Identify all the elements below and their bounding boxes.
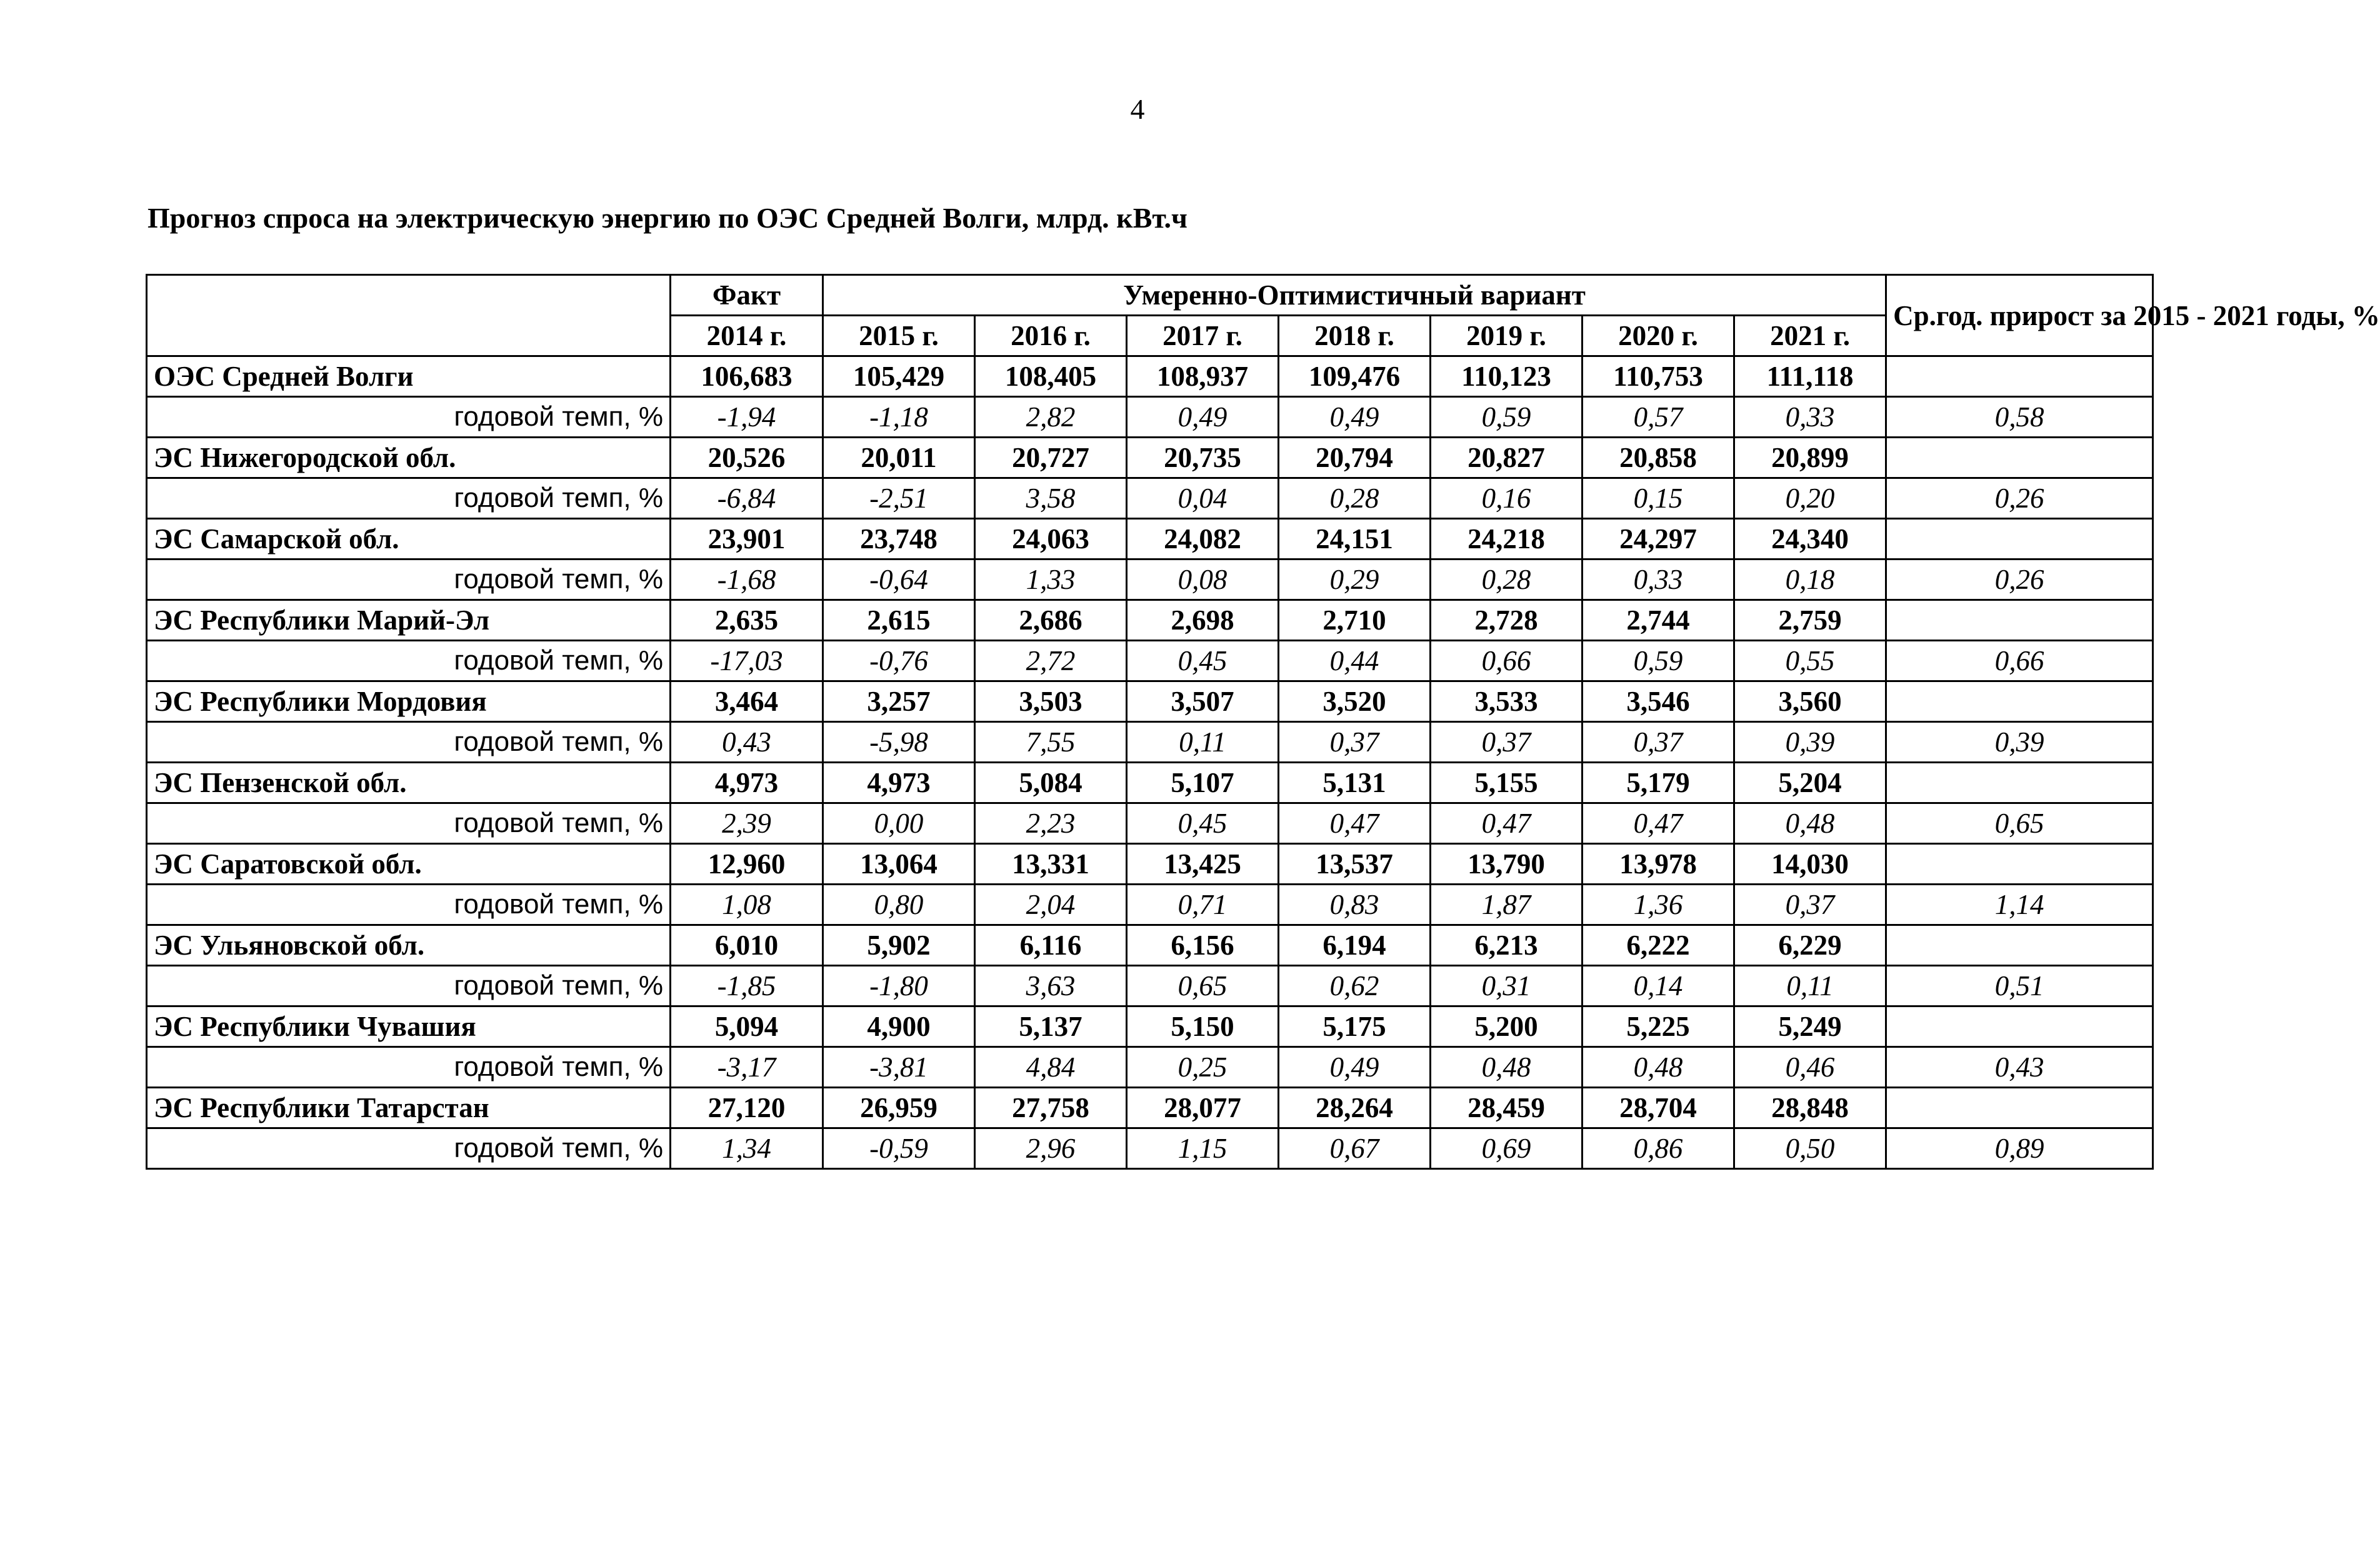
growth-rate-value: -3,17 — [671, 1047, 823, 1088]
growth-rate-value: -2,51 — [823, 478, 975, 519]
table-row — [147, 519, 2153, 560]
region-name: ЭС Ульяновской обл. — [147, 925, 671, 966]
consumption-value: 26,959 — [823, 1088, 975, 1128]
growth-rate-value: 0,11 — [1127, 722, 1279, 763]
consumption-value: 110,753 — [1582, 356, 1734, 397]
consumption-value: 28,704 — [1582, 1088, 1734, 1128]
header-variant: Умеренно-Оптимистичный вариант — [823, 275, 1886, 316]
consumption-value: 2,728 — [1431, 600, 1582, 641]
consumption-value: 28,077 — [1127, 1088, 1279, 1128]
consumption-value: 110,123 — [1431, 356, 1582, 397]
growth-rate-value: -5,98 — [823, 722, 975, 763]
growth-rate-value: -17,03 — [671, 641, 823, 681]
consumption-value: 24,297 — [1582, 519, 1734, 560]
growth-rate-value: 0,28 — [1431, 560, 1582, 600]
header-year: 2014 г. — [671, 316, 823, 356]
rate-label: годовой темп, % — [147, 885, 671, 925]
growth-rate-value: 0,08 — [1127, 560, 1279, 600]
growth-rate-value: 0,43 — [671, 722, 823, 763]
avg-growth-value: 0,51 — [1886, 966, 2153, 1006]
table-row — [147, 763, 2153, 803]
rate-label: годовой темп, % — [147, 1128, 671, 1169]
growth-rate-value: 0,37 — [1431, 722, 1582, 763]
empty-avg-cell — [1886, 356, 2153, 397]
table-row — [147, 966, 2153, 1006]
growth-rate-value: -0,59 — [823, 1128, 975, 1169]
consumption-value: 23,748 — [823, 519, 975, 560]
consumption-value: 28,848 — [1734, 1088, 1886, 1128]
consumption-value: 27,120 — [671, 1088, 823, 1128]
consumption-value: 20,858 — [1582, 438, 1734, 478]
consumption-value: 5,175 — [1279, 1006, 1431, 1047]
consumption-value: 106,683 — [671, 356, 823, 397]
growth-rate-value: 0,16 — [1431, 478, 1582, 519]
growth-rate-value: 0,69 — [1431, 1128, 1582, 1169]
consumption-value: 28,459 — [1431, 1088, 1582, 1128]
growth-rate-value: 0,45 — [1127, 803, 1279, 844]
header-fact: Факт — [671, 275, 823, 316]
empty-avg-cell — [1886, 600, 2153, 641]
consumption-value: 111,118 — [1734, 356, 1886, 397]
consumption-value: 24,063 — [975, 519, 1127, 560]
growth-rate-value: -1,85 — [671, 966, 823, 1006]
growth-rate-value: 0,48 — [1431, 1047, 1582, 1088]
growth-rate-value: 2,72 — [975, 641, 1127, 681]
growth-rate-value: 1,87 — [1431, 885, 1582, 925]
growth-rate-value: -0,76 — [823, 641, 975, 681]
growth-rate-value: 1,34 — [671, 1128, 823, 1169]
growth-rate-value: 0,48 — [1734, 803, 1886, 844]
growth-rate-value: 3,63 — [975, 966, 1127, 1006]
rate-label: годовой темп, % — [147, 560, 671, 600]
growth-rate-value: 0,50 — [1734, 1128, 1886, 1169]
growth-rate-value: 2,23 — [975, 803, 1127, 844]
growth-rate-value: 0,46 — [1734, 1047, 1886, 1088]
growth-rate-value: 1,15 — [1127, 1128, 1279, 1169]
growth-rate-value: 2,96 — [975, 1128, 1127, 1169]
consumption-value: 5,179 — [1582, 763, 1734, 803]
consumption-value: 13,331 — [975, 844, 1127, 885]
region-name: ЭС Республики Чувашия — [147, 1006, 671, 1047]
table-row — [147, 560, 2153, 600]
growth-rate-value: 0,49 — [1279, 1047, 1431, 1088]
consumption-value: 3,533 — [1431, 681, 1582, 722]
consumption-value: 2,686 — [975, 600, 1127, 641]
table-row — [147, 641, 2153, 681]
growth-rate-value: 0,66 — [1431, 641, 1582, 681]
table-row — [147, 681, 2153, 722]
consumption-value: 20,827 — [1431, 438, 1582, 478]
consumption-value: 5,225 — [1582, 1006, 1734, 1047]
consumption-value: 24,218 — [1431, 519, 1582, 560]
consumption-value: 24,082 — [1127, 519, 1279, 560]
empty-avg-cell — [1886, 844, 2153, 885]
consumption-value: 27,758 — [975, 1088, 1127, 1128]
growth-rate-value: 0,00 — [823, 803, 975, 844]
growth-rate-value: 2,82 — [975, 397, 1127, 438]
page-number: 4 — [1130, 93, 1145, 125]
growth-rate-value: 7,55 — [975, 722, 1127, 763]
table-row — [147, 478, 2153, 519]
growth-rate-value: 0,59 — [1431, 397, 1582, 438]
region-name: ЭС Пензенской обл. — [147, 763, 671, 803]
consumption-value: 5,155 — [1431, 763, 1582, 803]
consumption-value: 24,340 — [1734, 519, 1886, 560]
avg-growth-value: 0,89 — [1886, 1128, 2153, 1169]
consumption-value: 20,011 — [823, 438, 975, 478]
growth-rate-value: 0,62 — [1279, 966, 1431, 1006]
consumption-value: 5,902 — [823, 925, 975, 966]
avg-growth-value: 0,58 — [1886, 397, 2153, 438]
table-row — [147, 1047, 2153, 1088]
consumption-value: 20,526 — [671, 438, 823, 478]
consumption-value: 2,759 — [1734, 600, 1886, 641]
consumption-value: 6,116 — [975, 925, 1127, 966]
growth-rate-value: -1,18 — [823, 397, 975, 438]
consumption-value: 4,973 — [671, 763, 823, 803]
growth-rate-value: 0,45 — [1127, 641, 1279, 681]
header-year: 2019 г. — [1431, 316, 1582, 356]
consumption-value: 3,546 — [1582, 681, 1734, 722]
consumption-value: 108,937 — [1127, 356, 1279, 397]
table-row — [147, 1006, 2153, 1047]
region-name: ЭС Нижегородской обл. — [147, 438, 671, 478]
table-row — [147, 722, 2153, 763]
header-avg-growth: Ср.год. прирост за 2015 - 2021 годы, % — [1886, 275, 2153, 356]
empty-avg-cell — [1886, 1088, 2153, 1128]
growth-rate-value: 0,28 — [1279, 478, 1431, 519]
table-row — [147, 356, 2153, 397]
rate-label: годовой темп, % — [147, 478, 671, 519]
growth-rate-value: 0,67 — [1279, 1128, 1431, 1169]
rate-label: годовой темп, % — [147, 641, 671, 681]
consumption-value: 20,794 — [1279, 438, 1431, 478]
consumption-value: 3,507 — [1127, 681, 1279, 722]
growth-rate-value: -1,80 — [823, 966, 975, 1006]
consumption-value: 5,131 — [1279, 763, 1431, 803]
growth-rate-value: 0,47 — [1431, 803, 1582, 844]
table-row — [147, 600, 2153, 641]
growth-rate-value: 0,49 — [1127, 397, 1279, 438]
empty-avg-cell — [1886, 1006, 2153, 1047]
page-title: Прогноз спроса на электрическую энергию по ОЭС Средней Волги, млрд. кВт.ч — [148, 202, 1188, 234]
growth-rate-value: 0,48 — [1582, 1047, 1734, 1088]
forecast-table — [146, 274, 2380, 1170]
consumption-value: 5,150 — [1127, 1006, 1279, 1047]
growth-rate-value: 0,14 — [1582, 966, 1734, 1006]
region-name: ЭС Республики Мордовия — [147, 681, 671, 722]
consumption-value: 3,560 — [1734, 681, 1886, 722]
empty-avg-cell — [1886, 681, 2153, 722]
growth-rate-value: 2,39 — [671, 803, 823, 844]
growth-rate-value: 0,83 — [1279, 885, 1431, 925]
header-corner — [147, 275, 671, 356]
consumption-value: 3,503 — [975, 681, 1127, 722]
consumption-value: 5,084 — [975, 763, 1127, 803]
consumption-value: 4,973 — [823, 763, 975, 803]
growth-rate-value: 4,84 — [975, 1047, 1127, 1088]
rate-label: годовой темп, % — [147, 1047, 671, 1088]
consumption-value: 108,405 — [975, 356, 1127, 397]
consumption-value: 3,464 — [671, 681, 823, 722]
consumption-value: 5,200 — [1431, 1006, 1582, 1047]
growth-rate-value: 0,33 — [1734, 397, 1886, 438]
avg-growth-value: 0,26 — [1886, 478, 2153, 519]
header-year: 2017 г. — [1127, 316, 1279, 356]
table-row — [147, 885, 2153, 925]
avg-growth-value: 0,65 — [1886, 803, 2153, 844]
growth-rate-value: 3,58 — [975, 478, 1127, 519]
growth-rate-value: 0,44 — [1279, 641, 1431, 681]
region-name: ОЭС Средней Волги — [147, 356, 671, 397]
table-row — [147, 1128, 2153, 1169]
growth-rate-value: 0,80 — [823, 885, 975, 925]
table-row — [147, 1088, 2153, 1128]
growth-rate-value: 0,31 — [1431, 966, 1582, 1006]
growth-rate-value: 0,65 — [1127, 966, 1279, 1006]
consumption-value: 5,204 — [1734, 763, 1886, 803]
growth-rate-value: 2,04 — [975, 885, 1127, 925]
avg-growth-value: 1,14 — [1886, 885, 2153, 925]
consumption-value: 5,094 — [671, 1006, 823, 1047]
growth-rate-value: 0,47 — [1279, 803, 1431, 844]
growth-rate-value: 1,33 — [975, 560, 1127, 600]
growth-rate-value: 0,25 — [1127, 1047, 1279, 1088]
table-header — [147, 275, 2380, 356]
consumption-value: 5,137 — [975, 1006, 1127, 1047]
consumption-value: 6,156 — [1127, 925, 1279, 966]
consumption-value: 6,222 — [1582, 925, 1734, 966]
growth-rate-value: 0,20 — [1734, 478, 1886, 519]
rate-label: годовой темп, % — [147, 722, 671, 763]
consumption-value: 109,476 — [1279, 356, 1431, 397]
consumption-value: 5,107 — [1127, 763, 1279, 803]
growth-rate-value: 0,04 — [1127, 478, 1279, 519]
empty-avg-cell — [1886, 519, 2153, 560]
table-row — [147, 438, 2153, 478]
growth-rate-value: 0,49 — [1279, 397, 1431, 438]
growth-rate-value: -6,84 — [671, 478, 823, 519]
consumption-value: 20,727 — [975, 438, 1127, 478]
avg-growth-value: 0,39 — [1886, 722, 2153, 763]
growth-rate-value: 0,55 — [1734, 641, 1886, 681]
consumption-value: 13,537 — [1279, 844, 1431, 885]
growth-rate-value: -1,94 — [671, 397, 823, 438]
consumption-value: 20,735 — [1127, 438, 1279, 478]
consumption-value: 13,978 — [1582, 844, 1734, 885]
avg-growth-value: 0,66 — [1886, 641, 2153, 681]
table-row — [147, 925, 2153, 966]
region-name: ЭС Саратовской обл. — [147, 844, 671, 885]
consumption-value: 20,899 — [1734, 438, 1886, 478]
consumption-value: 2,710 — [1279, 600, 1431, 641]
consumption-value: 3,520 — [1279, 681, 1431, 722]
growth-rate-value: 0,47 — [1582, 803, 1734, 844]
growth-rate-value: 0,33 — [1582, 560, 1734, 600]
consumption-value: 2,615 — [823, 600, 975, 641]
growth-rate-value: 1,36 — [1582, 885, 1734, 925]
region-name: ЭС Республики Татарстан — [147, 1088, 671, 1128]
consumption-value: 28,264 — [1279, 1088, 1431, 1128]
avg-growth-value: 0,43 — [1886, 1047, 2153, 1088]
consumption-value: 12,960 — [671, 844, 823, 885]
header-year: 2016 г. — [975, 316, 1127, 356]
header-year: 2020 г. — [1582, 316, 1734, 356]
header-row-top — [147, 275, 2153, 316]
consumption-value: 24,151 — [1279, 519, 1431, 560]
consumption-value: 2,744 — [1582, 600, 1734, 641]
consumption-value: 13,425 — [1127, 844, 1279, 885]
table-row — [147, 844, 2153, 885]
growth-rate-value: 0,37 — [1582, 722, 1734, 763]
consumption-value: 6,194 — [1279, 925, 1431, 966]
growth-rate-value: 0,71 — [1127, 885, 1279, 925]
growth-rate-value: 0,37 — [1279, 722, 1431, 763]
consumption-value: 6,010 — [671, 925, 823, 966]
growth-rate-value: 0,86 — [1582, 1128, 1734, 1169]
consumption-value: 105,429 — [823, 356, 975, 397]
growth-rate-value: 0,29 — [1279, 560, 1431, 600]
growth-rate-value: 0,39 — [1734, 722, 1886, 763]
growth-rate-value: 0,37 — [1734, 885, 1886, 925]
growth-rate-value: -0,64 — [823, 560, 975, 600]
consumption-value: 13,790 — [1431, 844, 1582, 885]
rate-label: годовой темп, % — [147, 966, 671, 1006]
consumption-value: 13,064 — [823, 844, 975, 885]
header-year: 2015 г. — [823, 316, 975, 356]
growth-rate-value: -3,81 — [823, 1047, 975, 1088]
rate-label: годовой темп, % — [147, 397, 671, 438]
growth-rate-value: 0,59 — [1582, 641, 1734, 681]
table-row — [147, 803, 2153, 844]
consumption-value: 2,698 — [1127, 600, 1279, 641]
empty-avg-cell — [1886, 763, 2153, 803]
rate-label: годовой темп, % — [147, 803, 671, 844]
header-year: 2018 г. — [1279, 316, 1431, 356]
table-row — [147, 397, 2153, 438]
consumption-value: 3,257 — [823, 681, 975, 722]
consumption-value: 6,213 — [1431, 925, 1582, 966]
empty-avg-cell — [1886, 925, 2153, 966]
growth-rate-value: 0,18 — [1734, 560, 1886, 600]
empty-avg-cell — [1886, 438, 2153, 478]
consumption-value: 4,900 — [823, 1006, 975, 1047]
consumption-value: 2,635 — [671, 600, 823, 641]
growth-rate-value: 0,11 — [1734, 966, 1886, 1006]
consumption-value: 14,030 — [1734, 844, 1886, 885]
growth-rate-value: 0,57 — [1582, 397, 1734, 438]
region-name: ЭС Республики Марий-Эл — [147, 600, 671, 641]
consumption-value: 5,249 — [1734, 1006, 1886, 1047]
consumption-value: 6,229 — [1734, 925, 1886, 966]
consumption-value: 23,901 — [671, 519, 823, 560]
header-year: 2021 г. — [1734, 316, 1886, 356]
growth-rate-value: -1,68 — [671, 560, 823, 600]
table-body — [147, 356, 2153, 1169]
growth-rate-value: 1,08 — [671, 885, 823, 925]
avg-growth-value: 0,26 — [1886, 560, 2153, 600]
growth-rate-value: 0,15 — [1582, 478, 1734, 519]
region-name: ЭС Самарской обл. — [147, 519, 671, 560]
